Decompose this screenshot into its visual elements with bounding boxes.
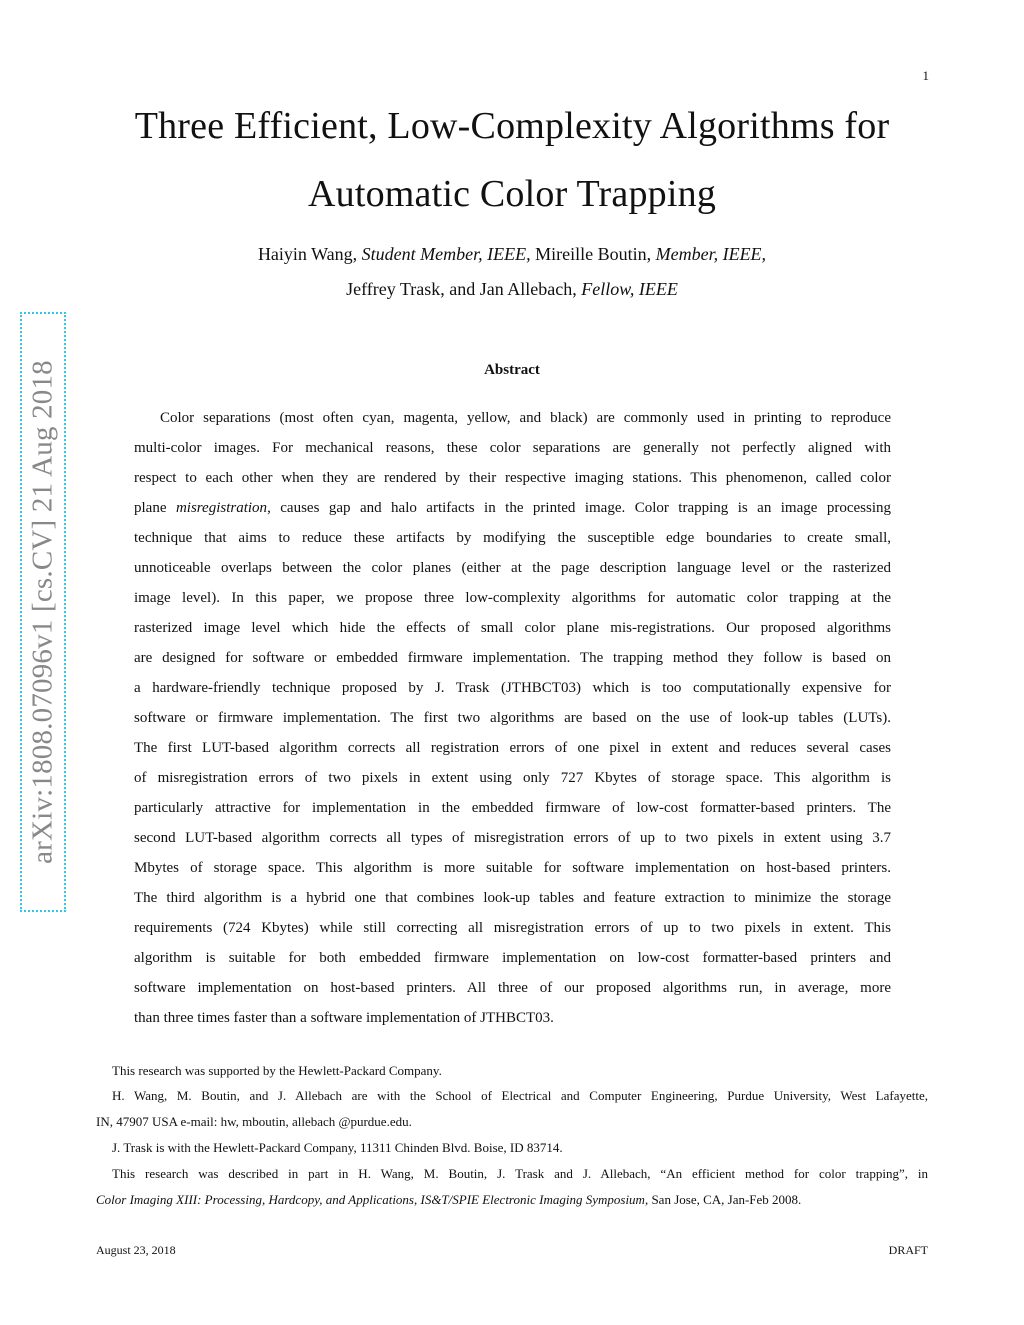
abstract-body bbox=[134, 403, 891, 1033]
arxiv-stamp bbox=[20, 312, 66, 912]
author-role: Member, IEEE, bbox=[655, 244, 767, 264]
abstract-line: unnoticeable overlaps between the color planes (either at the page description language level or the rasterized bbox=[134, 560, 891, 576]
abstract-line: The third algorithm is a hybrid one that combines look-up tables and feature extraction to minimize the storage bbox=[134, 890, 891, 906]
author-role: Student Member, IEEE, bbox=[361, 244, 531, 264]
footnote-affiliation-line-2: IN, 47907 USA e-mail: hw, mboutin, allebach @purdue.edu. bbox=[96, 1114, 412, 1129]
author-line-2 bbox=[0, 279, 1024, 300]
abstract-line: Color separations (most often cyan, magenta, yellow, and black) are commonly used in printing to reproduce bbox=[160, 410, 891, 426]
author-names: Jeffrey Trask, and Jan Allebach, bbox=[346, 279, 577, 299]
abstract-line: than three times faster than a software implementation of JTHBCT03. bbox=[134, 1010, 554, 1026]
footnote-affiliation bbox=[96, 1083, 928, 1135]
venue-location: , San Jose, CA, Jan-Feb 2008. bbox=[644, 1192, 802, 1207]
abstract-line: particularly attractive for implementation in the embedded firmware of low-cost formatter-based printers. The bbox=[134, 800, 891, 816]
abstract-line: software or firmware implementation. The first two algorithms are based on the use of look-up tables (LUTs). bbox=[134, 710, 891, 726]
arxiv-id: arXiv:1808.07096v1 [cs.CV] 21 Aug 2018 bbox=[26, 360, 59, 864]
abstract-line: multi-color images. For mechanical reasons, these color separations are generally not perfectly aligned with bbox=[134, 440, 891, 456]
abstract-line: software implementation on host-based printers. All three of our proposed algorithms run, in average, more bbox=[134, 980, 891, 996]
abstract-line: requirements (724 Kbytes) while still correcting all misregistration errors of up to two pixels in extent. This bbox=[134, 920, 891, 936]
footnote-prior-work bbox=[96, 1161, 928, 1213]
abstract-heading: Abstract bbox=[484, 362, 540, 378]
abstract-line: second LUT-based algorithm corrects all types of misregistration errors of up to two pixels in extent using 3.7 bbox=[134, 830, 891, 846]
abstract-line: The first LUT-based algorithm corrects all registration errors of one pixel in extent and reduces several cases bbox=[134, 740, 891, 756]
abstract-line: technique that aims to reduce these artifacts by modifying the susceptible edge boundaries to create small, bbox=[134, 530, 891, 546]
paper-title-line-2: Automatic Color Trapping bbox=[307, 173, 717, 215]
footer-status: DRAFT bbox=[888, 1243, 928, 1257]
footnote-funding: This research was supported by the Hewlett-Packard Company. bbox=[112, 1063, 442, 1078]
author-line-1 bbox=[0, 244, 1024, 265]
footnote-prior-work-line-1: This research was described in part in H. Wang, M. Boutin, J. Trask and J. Allebach, “An efficient method for color trapping”, in bbox=[112, 1166, 928, 1181]
paper-title-line-1: Three Efficient, Low-Complexity Algorithms for bbox=[134, 105, 890, 147]
author-name: Mireille Boutin, bbox=[535, 244, 652, 264]
footnote-prior-work-line-2 bbox=[96, 1187, 928, 1213]
footnote-affiliation-line-1: H. Wang, M. Boutin, and J. Allebach are with the School of Electrical and Computer Engineering, Purdue University, West Lafayette, bbox=[112, 1088, 928, 1103]
abstract-line: respect to each other when they are rendered by their respective imaging stations. This phenomenon, called color bbox=[134, 470, 891, 486]
abstract-line: of misregistration errors of two pixels in extent using only 727 Kbytes of storage space. This algorithm is bbox=[134, 770, 891, 786]
venue-name: Color Imaging XIII: Processing, Hardcopy, and Applications, IS&T/SPIE Electronic Imaging Symposium bbox=[96, 1192, 645, 1207]
abstract-line: image level). In this paper, we propose three low-complexity algorithms for automatic color trapping at the bbox=[134, 590, 891, 606]
abstract-line: are designed for software or embedded firmware implementation. The trapping method they follow is based on bbox=[134, 650, 891, 666]
page-number: 1 bbox=[922, 68, 929, 83]
footnote-trask: J. Trask is with the Hewlett-Packard Company, 11311 Chinden Blvd. Boise, ID 83714. bbox=[112, 1140, 563, 1155]
abstract-line: rasterized image level which hide the effects of small color plane mis-registrations. Our proposed algorithms bbox=[134, 620, 891, 636]
abstract-line: algorithm is suitable for both embedded firmware implementation on low-cost formatter-based printers and bbox=[134, 950, 891, 966]
abstract-line: a hardware-friendly technique proposed by J. Trask (JTHBCT03) which is too computationally expensive for bbox=[134, 680, 891, 696]
footer-date: August 23, 2018 bbox=[96, 1243, 176, 1257]
author-role: Fellow, IEEE bbox=[581, 279, 678, 299]
abstract-line: plane misregistration, causes gap and halo artifacts in the printed image. Color trapping is an image processing bbox=[134, 500, 892, 516]
abstract-line: Mbytes of storage space. This algorithm is more suitable for software implementation on host-based printers. bbox=[134, 860, 891, 876]
author-name: Haiyin Wang, bbox=[257, 244, 358, 264]
